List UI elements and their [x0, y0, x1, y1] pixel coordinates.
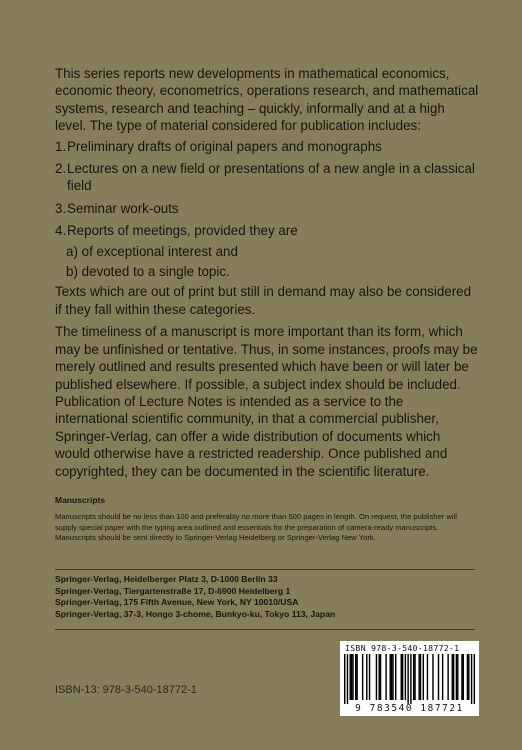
barcode-bar	[350, 654, 351, 700]
barcode-bar	[356, 654, 357, 700]
barcode-digits: 9 783540 187721	[355, 703, 464, 714]
list-item-number: 2.	[55, 161, 67, 177]
publisher-addresses	[55, 574, 475, 621]
barcode-bar	[395, 654, 396, 700]
barcode-bar	[366, 654, 367, 700]
barcode-bar	[385, 654, 386, 700]
list-item	[55, 138, 479, 155]
barcode-bar	[453, 654, 454, 700]
list-item-number: 4.	[55, 223, 67, 239]
material-list	[55, 138, 479, 281]
address-line: Springer-Verlag, 175 Fifth Avenue, New York, NY 10010/USA	[55, 597, 299, 608]
barcode-bar	[414, 654, 415, 700]
barcode-bar	[391, 654, 392, 700]
barcode-bar	[432, 654, 433, 700]
address-line: Springer-Verlag, Heidelberger Platz 3, D-1000 Berlin 33	[55, 574, 278, 584]
barcode-bar	[447, 654, 448, 700]
list-item-text: Reports of meetings, provided they are	[67, 223, 298, 239]
address-line: Springer-Verlag, Tiergartenstraße 17, D-6900 Heidelberg 1	[55, 585, 291, 596]
isbn-barcode	[340, 641, 479, 716]
barcode-bar	[468, 654, 469, 700]
barcode-bar	[463, 654, 464, 700]
barcode-bar	[407, 654, 408, 704]
barcode-bar	[418, 654, 419, 700]
address-line: Springer-Verlag, 37-3, Hongo 3-chome, Bunkyo-ku, Tokyo 113, Japan	[55, 609, 336, 620]
barcode-bar	[452, 654, 453, 700]
out-of-print-paragraph: Texts which are out of print but still in demand may also be considered if they fall within these categories.	[55, 284, 472, 317]
barcode-bar	[410, 654, 411, 704]
timeliness-paragraph: The timeliness of a manuscript is more important than its form, which may be unfinished or tentative. Thus, in some instances, proofs may be merely outlined and results presented which have been or will later be published elsewhere. If possible, a subject index should be included. Publication of Lecture Notes is intended as a service to the international scientific community, in that a commercial publisher, Springer-Verlag, can offer a wide distribution of documents which would otherwise have a restricted readership. Once published and copyrighted, they can be documented in the scientific literature.	[55, 324, 478, 479]
barcode-bar	[347, 654, 348, 704]
list-item-number: 1.	[55, 138, 67, 154]
barcode-bar	[474, 654, 475, 704]
barcode-bar	[457, 654, 458, 700]
isbn-13-text: ISBN-13: 978-3-540-18772-1	[55, 684, 197, 696]
barcode-bar	[344, 654, 345, 704]
barcode-bar	[401, 654, 402, 700]
manuscripts-heading: Manuscripts	[55, 495, 106, 505]
divider-top	[55, 569, 475, 570]
barcode-bar	[352, 654, 353, 700]
barcode-bar	[392, 654, 393, 700]
barcode-bar	[376, 654, 377, 700]
sub-item: a) of exceptional interest and	[66, 243, 238, 259]
barcode-bars	[344, 654, 475, 704]
barcode-bar	[390, 654, 391, 700]
list-item-text: Seminar work-outs	[67, 200, 179, 216]
barcode-bar	[362, 654, 363, 700]
list-item-text: Lectures on a new field or presentations of a new angle in a classical field	[67, 161, 475, 194]
barcode-bar	[461, 654, 462, 700]
barcode-bar	[471, 654, 472, 704]
divider-bottom	[55, 629, 475, 630]
sub-item: b) devoted to a single topic.	[66, 264, 230, 280]
barcode-bar	[380, 654, 381, 700]
barcode-bar	[378, 654, 379, 700]
list-item	[55, 222, 479, 239]
barcode-bar	[467, 654, 468, 700]
barcode-bar	[405, 654, 406, 700]
barcode-bar	[420, 654, 421, 700]
barcode-isbn-label: ISBN 978-3-540-18772-1	[345, 643, 460, 653]
barcode-bar	[423, 654, 424, 700]
list-item	[55, 160, 479, 195]
barcode-bar	[369, 654, 370, 700]
barcode-bar	[438, 654, 439, 700]
manuscripts-body: Manuscripts should be no less than 100 and preferably no more than 500 pages in length. On request, the publisher will supply special paper with the typing area outlined and essentials for the preparation of camera-ready manuscripts. Manuscripts should be sent directly to Springer-Verlag Heidelberg or Springer-Verlag New York.	[55, 512, 457, 542]
barcode-bar	[413, 654, 414, 700]
list-item-number: 3.	[55, 200, 67, 216]
barcode-bar	[355, 654, 356, 700]
barcode-bar	[456, 654, 457, 700]
barcode-bar	[427, 654, 428, 700]
list-item	[55, 200, 479, 217]
barcode-bar	[351, 654, 352, 700]
list-item-text: Preliminary drafts of original papers and monographs	[67, 138, 382, 154]
intro-paragraph: This series reports new developments in mathematical economics, economic theory, econometrics, operations research, and mathematical systems, research and teaching – quickly, informally and at a high level. The type of material considered for publication includes:	[55, 66, 479, 134]
series-description	[55, 65, 479, 480]
barcode-bar	[442, 654, 443, 700]
barcode-bar	[402, 654, 403, 700]
